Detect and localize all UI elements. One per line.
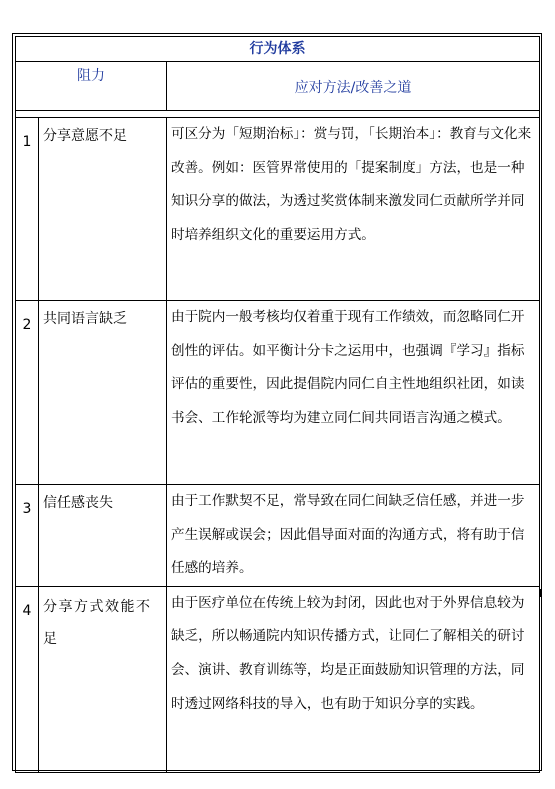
margin-mark: [540, 589, 542, 597]
column-header-solution: 应对方法/改善之道: [167, 62, 540, 111]
solution-text: 由于院内一般考核均仅着重于现有工作绩效，而忽略同仁开创性的评估。如平衡计分卡之运用中，也强调『学习』指标评估的重要性，因此提倡院内同仁自主性地组织社团，如读书会、工作轮派等均为建立同仁间共同语言沟通之模式。: [167, 301, 540, 485]
behavior-system-table: [15, 36, 540, 773]
obstacle-name: 共同语言缺乏: [39, 301, 167, 485]
row-number: 1: [16, 118, 39, 301]
column-header-obstacle: 阻力: [16, 62, 167, 111]
obstacle-name: 分享意愿不足: [39, 118, 167, 301]
table-row: [16, 485, 540, 587]
header-spacer: [16, 111, 540, 118]
solution-text: 由于工作默契不足，常导致在同仁间缺乏信任感，并进一步产生误解或误会；因此倡导面对面的沟通方式，将有助于信任感的培养。: [167, 485, 540, 587]
solution-text: 由于医疗单位在传统上较为封闭，因此也对于外界信息较为缺乏，所以畅通院内知识传播方式，让同仁了解相关的研讨会、演讲、教育训练等，均是正面鼓励知识管理的方法，同时透过网络科技的导入，也有助于知识分享的实践。: [167, 586, 540, 772]
row-number: 3: [16, 485, 39, 587]
table-row: [16, 118, 540, 301]
table-title: 行为体系: [16, 37, 540, 62]
row-number: 2: [16, 301, 39, 485]
obstacle-name: 分享方式效能不足: [39, 586, 167, 772]
table-row: [16, 586, 540, 772]
solution-text: 可区分为「短期治标」：赏与罚，「长期治本」：教育与文化来改善。例如：医管界常使用的「提案制度」方法，也是一种知识分享的做法，为透过奖赏体制来激发同仁贡献所学并同时培养组织文化的重要运用方式。: [167, 118, 540, 301]
table-row: [16, 301, 540, 485]
row-number: 4: [16, 586, 39, 772]
obstacle-name: 信任感丧失: [39, 485, 167, 587]
